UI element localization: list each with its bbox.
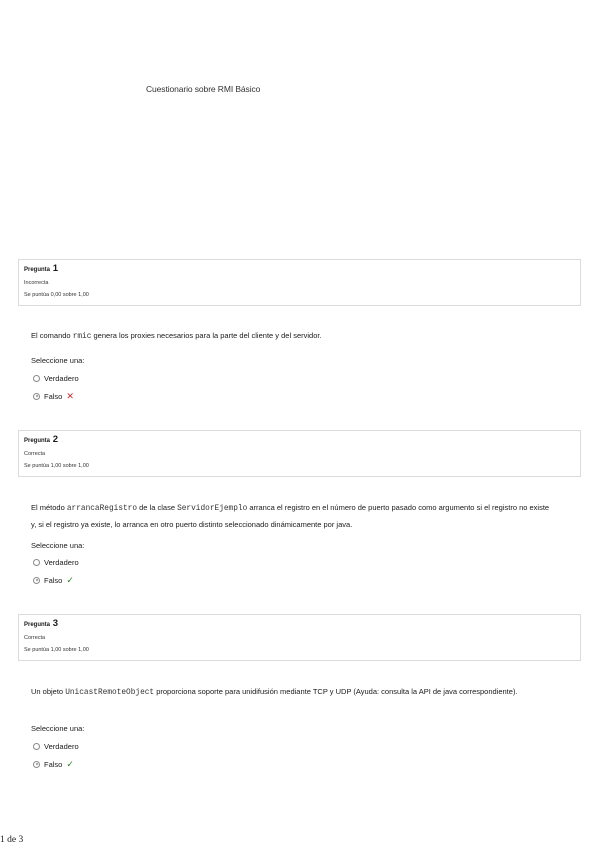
- select-prompt: Seleccione una:: [31, 356, 85, 365]
- option-true-3[interactable]: Verdadero: [33, 741, 79, 751]
- radio-checked-icon[interactable]: [33, 393, 40, 400]
- question-text-2: El método arrancaRegistro de la clase ServidorEjemplo arranca el registro en el número de puerto pasado como argumento si el registro no existe y, si el registro ya existe, lo arranca en otro puerto distinto seleccionado dinámicamente por java.: [31, 503, 550, 529]
- page-counter: 1 de 3: [0, 835, 24, 845]
- question-text-1: El comando rmic genera los proxies necesarios para la parte del cliente y del servidor.: [31, 331, 322, 341]
- option-true-2[interactable]: Verdadero: [33, 557, 79, 567]
- option-false-3[interactable]: Falso ✓: [33, 759, 74, 769]
- cross-icon: ✕: [66, 391, 74, 401]
- option-false-2[interactable]: Falso ✓: [33, 575, 74, 585]
- question-info-1: [18, 259, 581, 306]
- option-true-1[interactable]: Verdadero: [33, 373, 79, 383]
- question-info-3: [18, 614, 581, 661]
- question-grade: Se puntúa 1,00 sobre 1,00: [24, 463, 89, 469]
- check-icon: ✓: [66, 575, 74, 585]
- select-prompt: Seleccione una:: [31, 724, 85, 733]
- radio-checked-icon[interactable]: [33, 761, 40, 768]
- radio-icon[interactable]: [33, 375, 40, 382]
- question-grade: Se puntúa 1,00 sobre 1,00: [24, 647, 89, 653]
- question-info-2: [18, 430, 581, 477]
- question-state: Correcta: [24, 451, 46, 457]
- option-false-1[interactable]: Falso ✕: [33, 391, 74, 401]
- question-number: Pregunta 3: [24, 618, 58, 629]
- select-prompt: Seleccione una:: [31, 541, 85, 550]
- question-text-3: Un objeto UnicastRemoteObject proporciona soporte para unidifusión mediante TCP y UDP (Ayuda: consulta la API de java correspondiente).: [31, 687, 518, 697]
- question-state: Incorrecta: [24, 280, 49, 286]
- question-state: Correcta: [24, 635, 46, 641]
- question-grade: Se puntúa 0,00 sobre 1,00: [24, 292, 89, 298]
- question-number: Pregunta 1: [24, 263, 58, 274]
- radio-icon[interactable]: [33, 743, 40, 750]
- radio-icon[interactable]: [33, 559, 40, 566]
- check-icon: ✓: [66, 759, 74, 769]
- page-title: Cuestionario sobre RMI Básico: [146, 84, 261, 94]
- question-number: Pregunta 2: [24, 434, 58, 445]
- radio-checked-icon[interactable]: [33, 577, 40, 584]
